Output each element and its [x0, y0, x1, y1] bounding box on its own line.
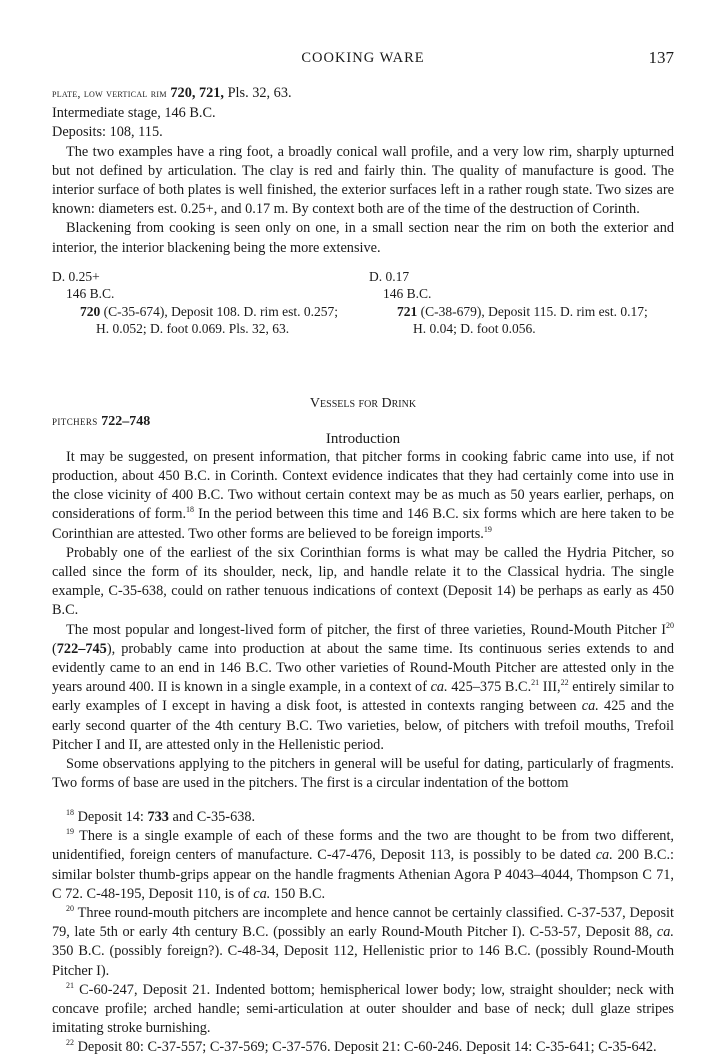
footnote-ref[interactable]: 19 — [483, 524, 492, 534]
footnote-ref[interactable]: 20 — [666, 620, 674, 630]
plate-heading-numbers: 720, 721, — [170, 85, 225, 101]
footnote-ref[interactable]: 22 — [560, 678, 569, 688]
introduction-heading: Introduction — [325, 430, 401, 447]
plate-description: The two examples have a ring foot, a broadly conical wall profile, and a very low rim, sharply upturned but not defined by articulation. The clay is red and fairly thin. The quality of manufacture is good. The interior surface of both plates is well finished, the exterior surfaces left in a rather rough state. Two sizes are known: diameters est. 0.25+, and 0.17 m. By context both are of the time of the destruction of Corinth. — [52, 143, 674, 218]
catalog-dimensions: H. 0.052; D. foot 0.069. Pls. 32, 63. — [96, 321, 290, 337]
plate-deposits: Deposits: 108, 115. — [52, 124, 163, 141]
catalog-details: (C-38-679), Deposit 115. D. rim est. 0.17; — [417, 303, 648, 319]
footnote-20: $^{20}$ Three round-mouth pitchers are incomplete and hence cannot be certainly classified. C-37-537, Deposit 79, late 5th or early 4th century B.C. (possibly an early Round-Mouth Pitcher I). C-53-57, Deposit 88, ca. 350 B.C. (possibly foreign?). C-48-34, Deposit 112, Hellenistic prior to 146 B.C. (possibly Round-Mouth Pitcher I). — [52, 904, 674, 979]
catalog-size: D. 0.25+ — [52, 268, 100, 284]
section-heading: Vessels for Drink — [309, 395, 417, 411]
catalog-number: 720 — [80, 303, 101, 319]
footnote-18: $^{18}$ Deposit 14: 733 and C-35-638. — [66, 808, 256, 825]
catalog-size: D. 0.17 — [369, 268, 410, 284]
intro-paragraph-2: Probably one of the earliest of the six Corinthian forms is what may be called the Hydria Pitcher, so called since the form of its shoulder, neck, lip, and handle relate it to the Classical hydria. The single example, C-35-638, could on rather tenuous indications of context (Deposit 14) be perhaps as early as 450 B.C. — [52, 544, 674, 619]
running-title: COOKING WARE — [301, 50, 425, 66]
page-number: 137 — [648, 48, 674, 67]
footnote-22: $^{22}$ Deposit 80: C-37-557; C-37-569; C-37-576. Deposit 21: C-60-246. Deposit 14: C-35-641; C-35-642. — [66, 1038, 657, 1056]
plate-heading-label: plate, low vertical rim — [52, 88, 167, 100]
catalog-date: 146 B.C. — [383, 286, 432, 302]
intro-paragraph-3: The most popular and longest-lived form of pitcher, the first of three varieties, Round-Mouth Pitcher $I^{20}$ (722–745), probably came into production at about the same time. Its continuous series extends to and evidently came to an end in 146 B.C. Two other varieties of Round-Mouth Pitcher are attested only in the years around 400. II is known in a single example, in a context of ca. 425–375 B.C.$^{21}$ III,$^{22}$ entirely similar to early examples of I except in having a disk foot, is attested in contexts ranging between ca. 425 and the early second quarter of the 4th century B.C. Two varieties, below, of pitchers with trefoil mouths, Trefoil Pitcher I and II, are attested only in the Hellenistic period. — [52, 620, 675, 753]
catalog-entry-720 — [52, 268, 357, 338]
intro-paragraph-1: It may be suggested, on present information, that pitcher forms in cooking fabric came into use, if not production, about 450 B.C. in Corinth. Context evidence indicates that they had certainly come into use in the close vicinity of 400 B.C. Two without certain context may be as much as 50 years earlier, perhaps, on considerations of form.$^{18}$ In the period between this time and 146 B.C. six forms which are here taken to be Corinthian are attested. Two other forms are believed to be foreign imports.$^{19}$ — [52, 448, 674, 542]
catalog-details: (C-35-674), Deposit 108. D. rim est. 0.257; — [100, 303, 338, 319]
plate-heading-plates: Pls. 32, 63. — [224, 85, 292, 101]
plate-heading — [52, 84, 674, 104]
plate-blackening: Blackening from cooking is seen only on one, in a small section near the rim on both the exterior and interior, the interior blackening being the more extensive. — [52, 220, 674, 256]
catalog-entry-721 — [369, 268, 674, 338]
catalog-number: 721 — [397, 303, 418, 319]
pitchers-label: pitchers — [52, 413, 98, 428]
footnote-ref[interactable]: 18 — [186, 505, 195, 515]
catalog-dimensions: H. 0.04; D. foot 0.056. — [413, 321, 536, 337]
pitchers-heading — [52, 414, 674, 430]
main-content — [52, 84, 674, 793]
pitchers-range: 722–748 — [101, 413, 151, 429]
intro-paragraph-4: Some observations applying to the pitchers in general will be useful for dating, particularly of fragments. Two forms of base are used in the pitchers. The first is a circular indentation of the bottom — [52, 756, 674, 792]
footnote-21: $^{21}$ C-60-247, Deposit 21. Indented bottom; hemispherical lower body; low, straight shoulder; neck with concave profile; arched handle; semi-articulation at outer shoulder and base of neck; dull glaze stripes imitating stroke burnishing. — [52, 981, 674, 1037]
catalog-entries — [52, 268, 674, 338]
plate-stage: Intermediate stage, 146 B.C. — [52, 105, 216, 122]
catalog-date: 146 B.C. — [66, 286, 115, 302]
footnotes — [52, 808, 674, 1058]
footnote-ref[interactable]: 21 — [531, 678, 540, 688]
footnote-19: $^{19}$ There is a single example of each of these forms and the two are thought to be from two different, unidentified, foreign centers of manufacture. C-47-476, Deposit 113, is possibly to be dated ca. 200 B.C.: similar bolster thumb-grips appear on the handle fragments Athenian Agora P 4043–4044, Thompson C 71, C 72. C-48-195, Deposit 110, is of ca. 150 B.C. — [52, 827, 674, 902]
running-head — [52, 46, 674, 68]
